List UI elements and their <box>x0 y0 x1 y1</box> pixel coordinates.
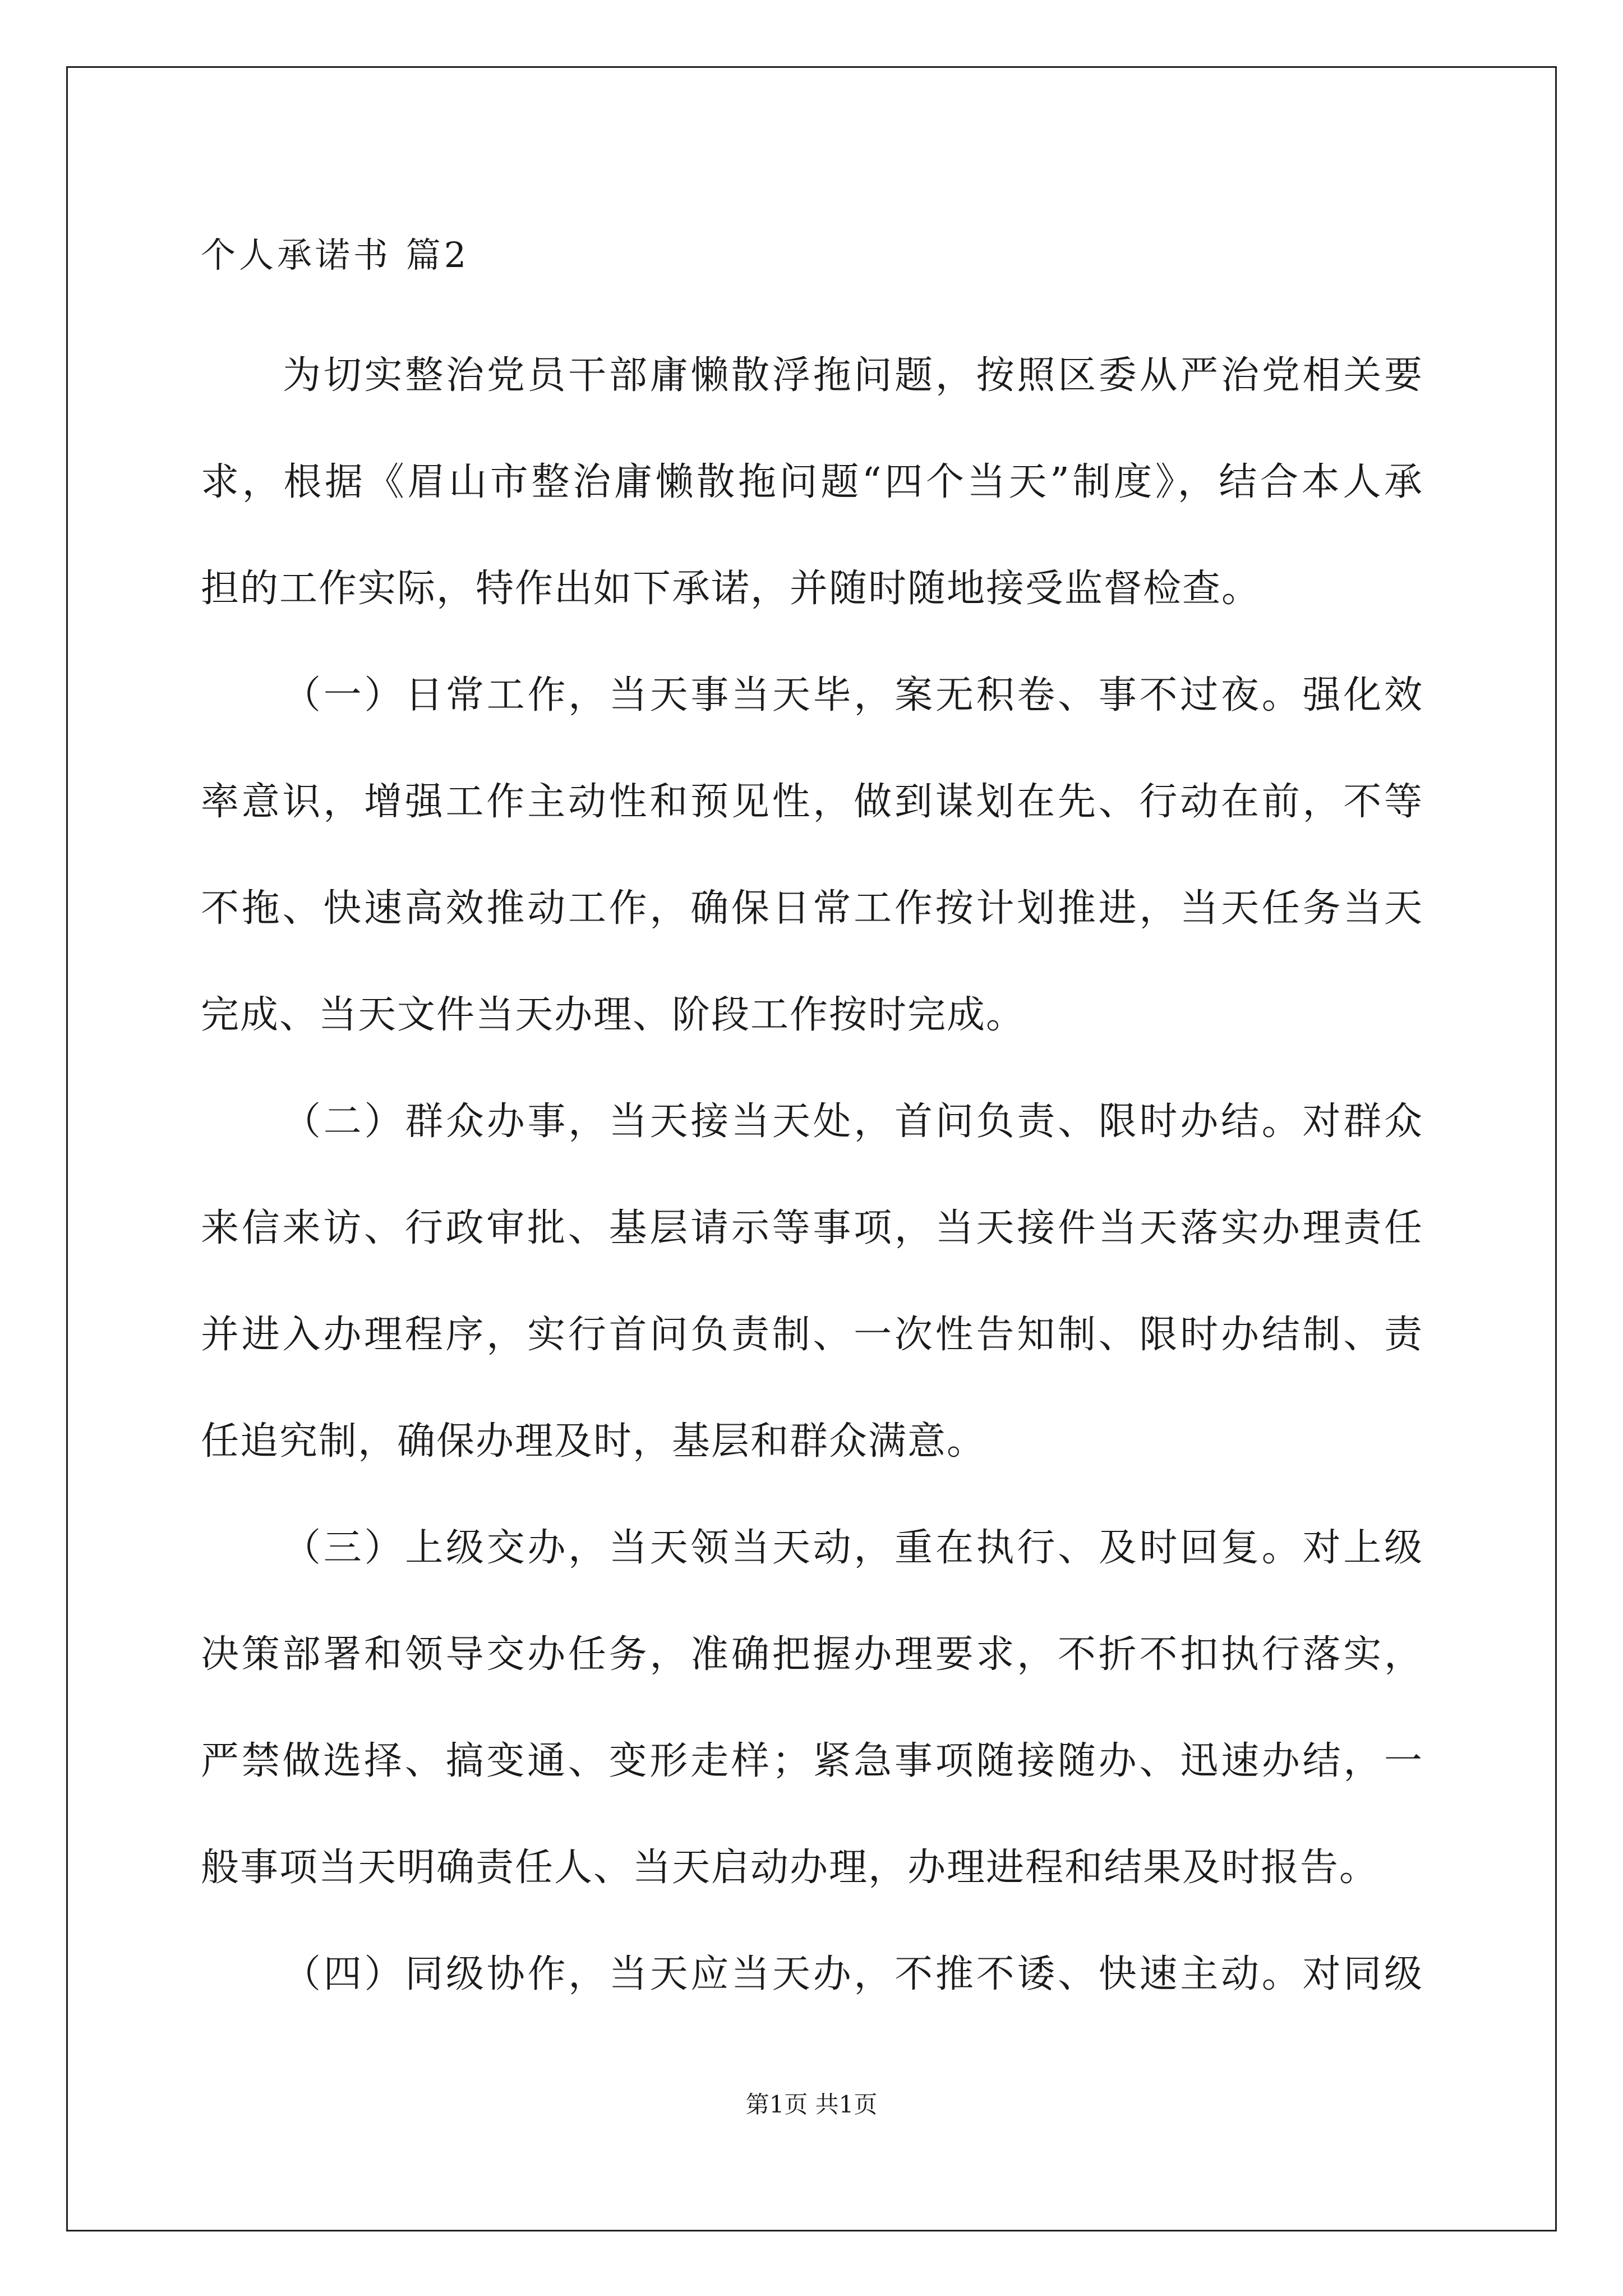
text-line: 为切实整治党员干部庸懒散浮拖问题，按照区委从严治党相关要 <box>283 353 1423 398</box>
text-line: 率意识，增强工作主动性和预见性，做到谋划在先、行动在前，不等 <box>201 780 1423 824</box>
paragraph-item-2 <box>201 1069 1423 1495</box>
text-line: （二）群众办事，当天接当天处，首问负责、限时办结。对群众 <box>283 1099 1423 1144</box>
document-body <box>201 222 1423 2028</box>
text-line: （四）同级协作，当天应当天办，不推不诿、快速主动。对同级 <box>283 1952 1423 1996</box>
text-line: （一）日常工作，当天事当天毕，案无积卷、事不过夜。强化效 <box>283 673 1423 717</box>
text-line: 般事项当天明确责任人、当天启动办理，办理进程和结果及时报告。 <box>201 1846 1379 1890</box>
text-line: 担的工作实际，特作出如下承诺，并随时随地接受监督检查。 <box>201 567 1261 611</box>
text-line: 不拖、快速高效推动工作，确保日常工作按计划推进，当天任务当天 <box>201 886 1423 931</box>
document-title: 个人承诺书 篇2 <box>201 234 470 275</box>
text-line: 求，根据《眉山市整治庸懒散拖问题“四个当天”制度》，结合本人承 <box>201 460 1423 504</box>
text-line: 完成、当天文件当天办理、阶段工作按时完成。 <box>201 993 1026 1037</box>
paragraph-item-1 <box>201 642 1423 1069</box>
text-line: 严禁做选择、搞变通、变形走样；紧急事项随接随办、迅速办结，一 <box>201 1739 1423 1783</box>
text-line: 来信来访、行政审批、基层请示等事项，当天接件当天落实办理责任 <box>201 1206 1423 1250</box>
text-line: 并进入办理程序，实行首问负责制、一次性告知制、限时办结制、责 <box>201 1313 1423 1357</box>
paragraph-item-4 <box>201 1921 1423 2028</box>
paragraph-intro <box>201 323 1423 642</box>
text-line: 任追究制，确保办理及时，基层和群众满意。 <box>201 1419 986 1464</box>
paragraph-item-3 <box>201 1495 1423 1921</box>
text-line: （三）上级交办，当天领当天动，重在执行、及时回复。对上级 <box>283 1526 1423 1570</box>
page-footer: 第1页 共1页 <box>745 2091 878 2118</box>
text-line: 决策部署和领导交办任务，准确把握办理要求，不折不扣执行落实， <box>201 1632 1423 1677</box>
